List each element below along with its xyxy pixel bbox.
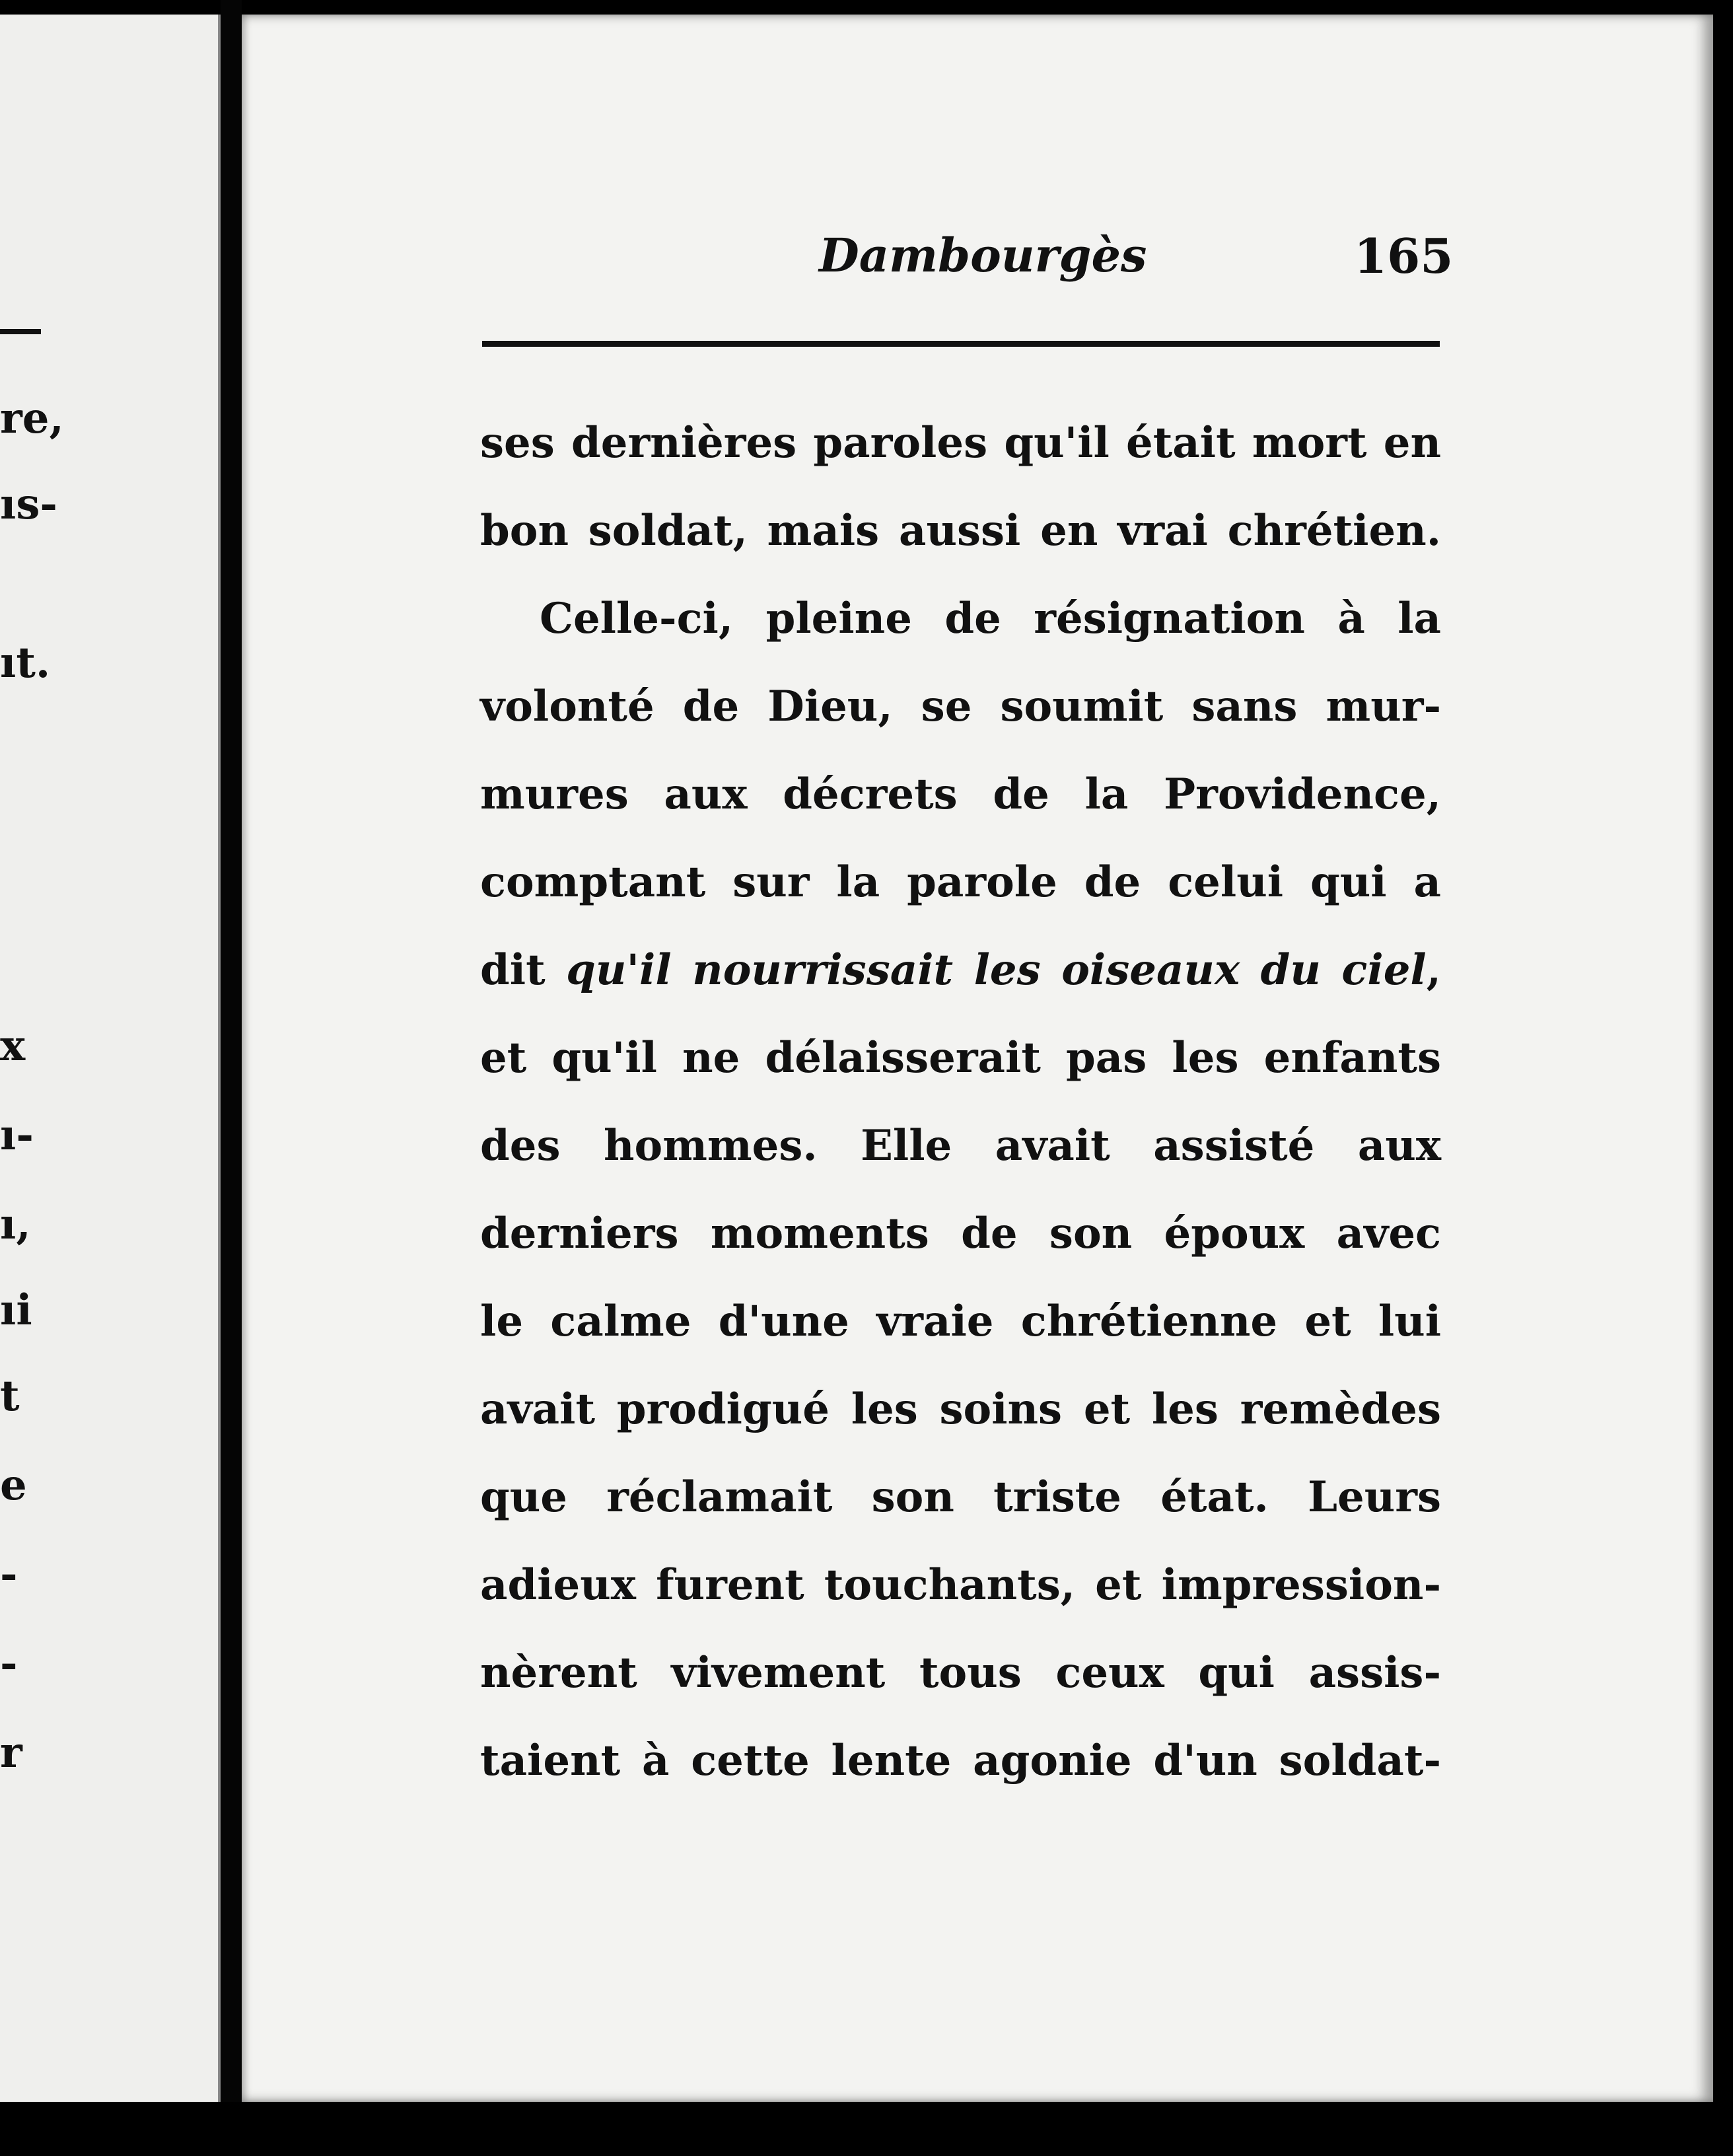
text-line: avait prodigué les soins et les remèdes xyxy=(480,1384,1441,1434)
text-line: mures aux décrets de la Providence, xyxy=(480,770,1441,819)
previous-page-fragment: r xyxy=(0,1728,22,1778)
text-line: bon soldat, mais aussi en vrai chrétien. xyxy=(480,506,1441,556)
text-line: des hommes. Elle avait assisté aux xyxy=(480,1121,1441,1170)
text-segment: dit xyxy=(480,945,567,995)
italic-quotation: qu'il nourrissait les oiseaux du ciel xyxy=(566,945,1427,995)
previous-page-fragment: t xyxy=(0,1371,20,1421)
text-line: taient à cette lente agonie d'un soldat- xyxy=(480,1736,1441,1785)
previous-page-fragment: re, xyxy=(0,394,64,443)
text-line: adieux furent touchants, et impression- xyxy=(480,1560,1441,1610)
text-segment: , xyxy=(1426,945,1442,995)
previous-page-header-rule xyxy=(0,329,41,334)
page-number: 165 xyxy=(1354,228,1454,284)
text-line: que réclamait son triste état. Leurs xyxy=(480,1472,1441,1522)
body-text xyxy=(480,399,1441,1805)
text-line-with-italic xyxy=(480,926,1441,1014)
text-line: Celle-ci, pleine de résignation à la xyxy=(540,594,1441,643)
text-line: et qu'il ne délaisserait pas les enfants xyxy=(480,1033,1441,1083)
scan-border xyxy=(0,2102,1733,2156)
previous-page-fragment: ı- xyxy=(0,1110,34,1160)
previous-page-fragment: ıi xyxy=(0,1285,32,1335)
text-line: volonté de Dieu, se soumit sans mur- xyxy=(480,682,1441,731)
previous-page-fragment: ıs- xyxy=(0,480,57,529)
previous-page-edge xyxy=(0,15,221,2102)
previous-page-fragment: x xyxy=(0,1021,26,1071)
previous-page-fragment: ıt. xyxy=(0,638,51,688)
text-line: derniers moments de son époux avec xyxy=(480,1209,1441,1258)
previous-page-fragment: - xyxy=(0,1550,18,1599)
header-rule xyxy=(482,341,1440,347)
previous-page-fragment: ı, xyxy=(0,1200,31,1249)
text-line: ses dernières paroles qu'il était mort en xyxy=(480,418,1441,468)
previous-page-fragment: e xyxy=(0,1460,27,1510)
previous-page-fragment: - xyxy=(0,1639,18,1688)
text-line: comptant sur la parole de celui qui a xyxy=(480,857,1441,907)
text-line: le calme d'une vraie chrétienne et lui xyxy=(480,1297,1441,1346)
text-line: nèrent vivement tous ceux qui assis- xyxy=(480,1648,1441,1698)
binding-gutter xyxy=(221,0,242,2156)
running-title: Dambourgès xyxy=(819,228,1147,283)
